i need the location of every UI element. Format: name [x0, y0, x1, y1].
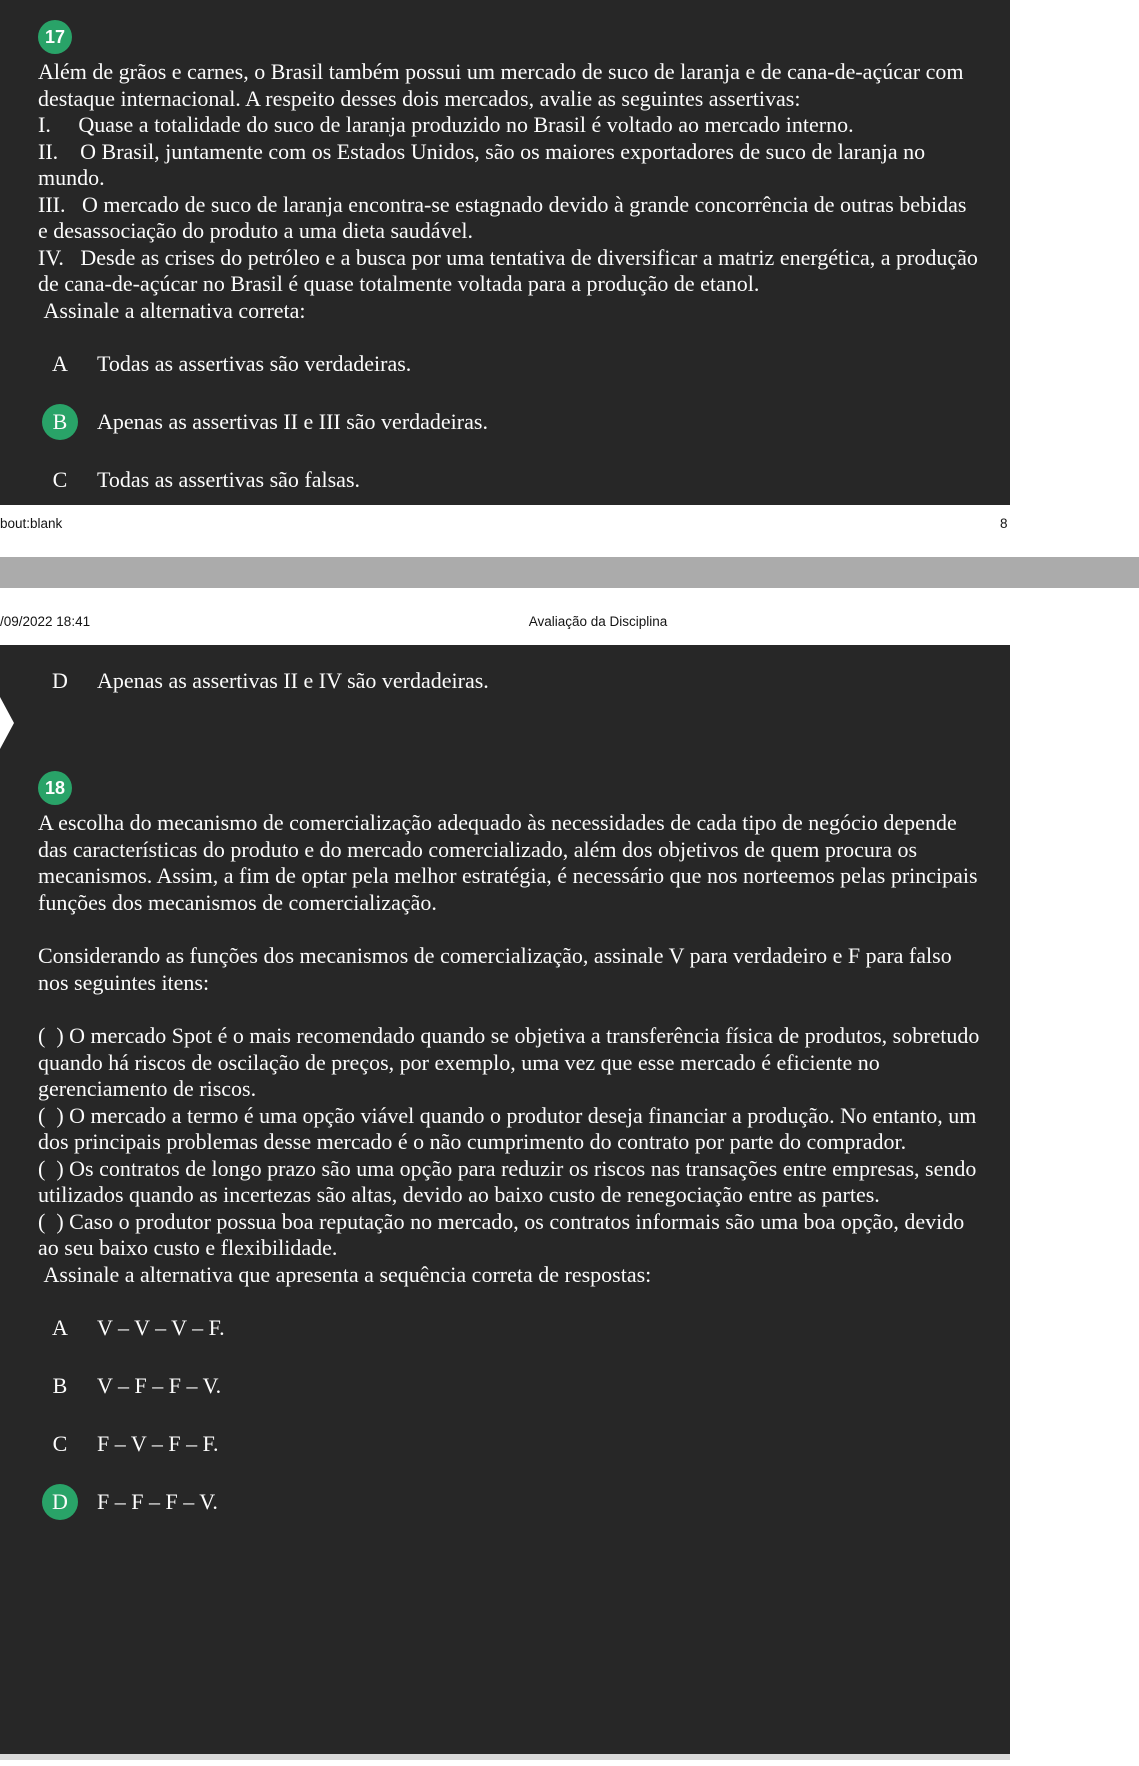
option-text: Apenas as assertivas II e IV são verdadeiras.: [97, 668, 489, 693]
question-18-options: [38, 1310, 980, 1520]
option-text: Apenas as assertivas II e III são verdadeiras.: [97, 409, 488, 434]
vf-item-3: ( ) Os contratos de longo prazo são uma opção para reduzir os riscos nas transações entre empresas, sendo utilizados quando as incertezas são altas, devido ao baixo custo de renegociação entre as partes.: [38, 1155, 977, 1207]
question-number: 17: [44, 26, 66, 47]
q17-option-d[interactable]: [38, 663, 980, 699]
option-letter: B: [52, 1373, 68, 1398]
question-18-instruction: Considerando as funções dos mecanismos de comercialização, assinale V para verdadeiro e F para falso nos seguintes itens:: [38, 943, 952, 995]
q18-option-a[interactable]: [38, 1310, 980, 1346]
option-text: Todas as assertivas são verdadeiras.: [97, 351, 412, 376]
option-text: F – F – F – V.: [97, 1489, 218, 1514]
q18-option-d[interactable]: [38, 1484, 980, 1520]
option-text: F – V – F – F.: [97, 1431, 219, 1456]
question-17-block: [0, 0, 1010, 505]
assertion-item-3: III. O mercado de suco de laranja encontra-se estagnado devido à grande concorrência de outras bebidas e desassociação do produto a uma dieta saudável.: [38, 191, 967, 243]
footer-url-text: bout:blank: [0, 516, 63, 531]
q17-option-a[interactable]: [38, 346, 980, 382]
footer-page-number: 8: [1000, 516, 1008, 531]
assertion-item-4: IV. Desde as crises do petróleo e a busca por uma tentativa de diversificar a matriz energética, a produção de cana-de-açúcar no Brasil é quase totalmente voltada para a produção de etanol.: [38, 244, 978, 296]
vf-item-4: ( ) Caso o produtor possua boa reputação no mercado, os contratos informais são uma boa opção, devido ao seu baixo custo e flexibilidade.: [38, 1208, 965, 1260]
q18-option-c[interactable]: [38, 1426, 980, 1462]
question-number: 18: [44, 777, 66, 798]
question-17-intro: Além de grãos e carnes, o Brasil também possui um mercado de suco de laranja e de cana-de-açúcar com destaque internacional. A respeito desses dois mercados, avalie as seguintes assertivas:: [38, 59, 964, 111]
question-18-body: [38, 810, 980, 1288]
question-18-number-badge: [38, 771, 72, 805]
option-letter-selected-badge: D: [42, 1484, 78, 1520]
question-17-prompt: Assinale a alternativa correta:: [38, 297, 306, 323]
question-18-intro: A escolha do mecanismo de comercialização adequado às necessidades de cada tipo de negócio depende das características do produto e do mercado comercializado, além dos objetivos de quem procura os mecanismos. Assim, a fim de optar pela melhor estratégia, é necessário que nos norteemos pelas principais funções dos mecanismos de comercialização.: [38, 810, 978, 915]
vf-item-1: ( ) O mercado Spot é o mais recomendado quando se objetiva a transferência física de produtos, sobretudo quando há riscos de oscilação de preços, por exemplo, uma vez que esse mercado é eficiente no gerenciamento de riscos.: [38, 1023, 980, 1101]
option-letter-selected-badge: B: [42, 404, 78, 440]
next-page-edge: [0, 1754, 1010, 1760]
page-separator: [0, 557, 1139, 588]
assertion-item-2: II. O Brasil, juntamente com os Estados Unidos, são os maiores exportadores de suco de laranja no mundo.: [38, 138, 926, 190]
header-datetime: /09/2022 18:41: [0, 614, 91, 629]
option-text: Todas as assertivas são falsas.: [97, 467, 361, 492]
assertion-item-1: I. Quase a totalidade do suco de laranja produzido no Brasil é voltado ao mercado interno.: [38, 112, 854, 137]
question-17-body: [38, 59, 980, 324]
option-text: V – F – F – V.: [97, 1373, 222, 1398]
option-letter: D: [52, 668, 68, 693]
question-18-block: [0, 645, 1010, 1754]
vf-item-2: ( ) O mercado a termo é uma opção viável quando o produtor deseja financiar a produção. No entanto, um dos principais problemas desse mercado é o não cumprimento do contrato por parte do comprador.: [38, 1102, 977, 1154]
print-header: [0, 588, 1139, 645]
option-letter: C: [52, 1431, 68, 1456]
option-letter: A: [52, 1315, 68, 1340]
q18-option-b[interactable]: [38, 1368, 980, 1404]
q17-option-b[interactable]: [38, 404, 980, 440]
q17-option-c[interactable]: [38, 462, 980, 498]
question-18-prompt: Assinale a alternativa que apresenta a sequência correta de respostas:: [38, 1261, 652, 1287]
header-title: Avaliação da Disciplina: [528, 614, 668, 629]
option-letter: A: [52, 351, 68, 376]
option-text: V – V – V – F.: [97, 1315, 225, 1340]
question-17-number-badge: [38, 20, 72, 54]
print-footer: [0, 505, 1010, 557]
option-letter: C: [52, 467, 68, 492]
